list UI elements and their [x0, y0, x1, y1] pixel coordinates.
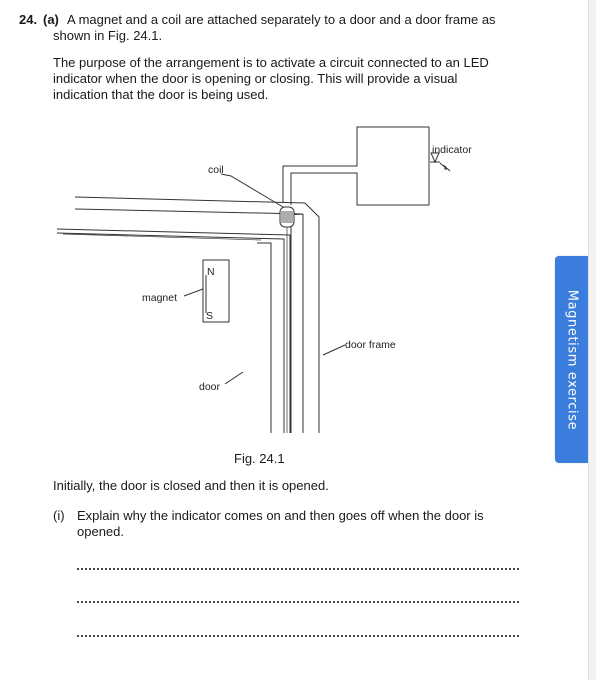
question-part-label: (a)	[43, 12, 59, 27]
tab-label: Magnetism exercise	[564, 289, 579, 430]
door-frame-leader-line	[323, 345, 345, 355]
purpose-line: indicator when the door is opening or closing. This will provide a visual	[53, 71, 458, 86]
door-edge	[257, 243, 271, 433]
frame-top-edge	[75, 209, 303, 214]
door-circuit-figure	[55, 115, 495, 440]
figure-caption: Fig. 24.1	[234, 451, 285, 466]
door-label: door	[199, 381, 221, 393]
answer-line[interactable]	[77, 635, 519, 637]
question-intro-line-2: shown in Fig. 24.1.	[53, 28, 163, 43]
door-top-edge	[57, 229, 290, 433]
sub-part-text	[77, 508, 517, 540]
answer-line[interactable]	[77, 568, 519, 570]
question-intro-line-1: A magnet and a coil are attached separately to a door and a door frame as	[67, 12, 496, 27]
question-number: 24.	[19, 12, 38, 27]
question-initially: Initially, the door is closed and then it is opened.	[53, 478, 329, 493]
purpose-line: indication that the door is being used.	[53, 87, 269, 102]
magnet-leader-line	[184, 289, 203, 296]
answer-line[interactable]	[77, 601, 519, 603]
door-frame-label: door frame	[345, 339, 396, 351]
magnet-label: magnet	[142, 292, 178, 304]
frame-right-edge	[305, 203, 319, 433]
sub-part-number: (i)	[53, 508, 65, 523]
question-purpose	[53, 55, 523, 103]
magnetism-exercise-tab[interactable]	[555, 256, 588, 463]
door-leader-line	[225, 372, 243, 384]
coil-label: coil	[208, 164, 224, 176]
page-edge	[588, 0, 596, 680]
circuit-wire	[283, 127, 429, 205]
purpose-line: The purpose of the arrangement is to activate a circuit connected to an LED	[53, 55, 489, 70]
magnet-south-label: S	[206, 310, 214, 322]
indicator-label: indicator	[432, 144, 472, 156]
sub-part-line: opened.	[77, 524, 124, 539]
sub-part-line: Explain why the indicator comes on and then goes off when the door is	[77, 508, 484, 523]
magnet-north-label: N	[207, 266, 215, 278]
